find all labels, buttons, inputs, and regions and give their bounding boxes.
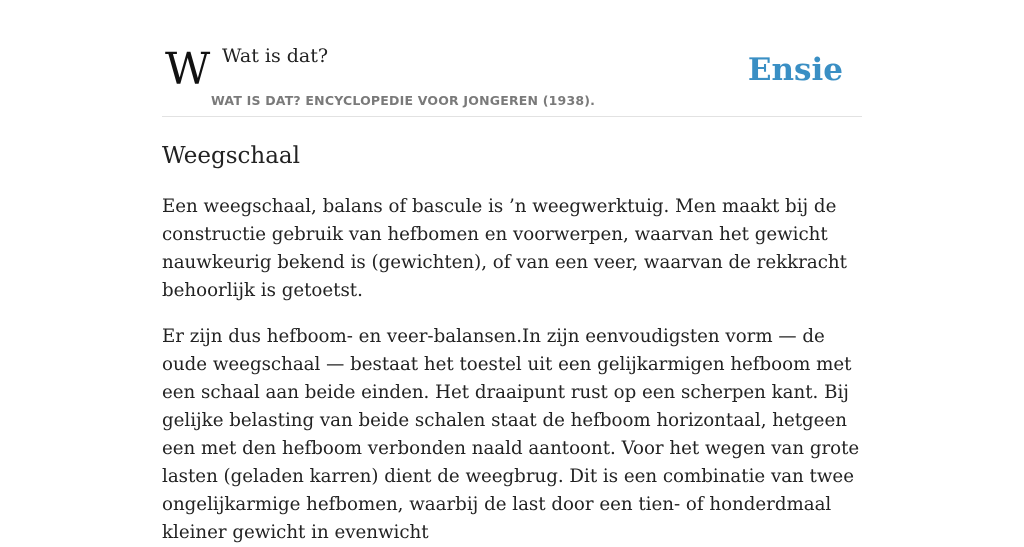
page [162, 0, 862, 543]
source-subtitle: WAT IS DAT? ENCYCLOPEDIE VOOR JONGEREN (1938). [211, 93, 596, 108]
article-title: Weegschaal [162, 143, 300, 169]
article-paragraph: Er zijn dus hefboom- en veer-balansen.In zijn eenvoudigsten vorm — de oude weegschaal — bestaat het toestel uit een gelijkarmigen hefboom met een schaal aan beide einden. Het draaipunt rust op een scherpen kant. Bij gelijke belasting van beide schalen staat de hefboom horizontaal, hetgeen een met den hefboom verbonden naald aantoont. Voor het wegen van grote lasten (geladen karren) dient de weegbrug. Dit is een combinatie van twee ongelijkarmige hefbomen, waarbij de last door een tien- of honderdmaal kleiner gewicht in evenwicht [162, 326, 860, 543]
source-title[interactable]: Wat is dat? [222, 45, 329, 67]
wikipedia-logo-icon[interactable]: W [165, 44, 205, 95]
article-paragraph: Een weegschaal, balans of bascule is ’n weegwerktuig. Men maakt bij de constructie gebruik van hefbomen en voorwerpen, waarvan het gewicht nauwkeurig bekend is (gewichten), of van een veer, waarvan de rekkracht behoorlijk is getoetst. [162, 196, 847, 301]
header [162, 0, 862, 117]
brand-logo[interactable]: Ensie [747, 52, 843, 88]
